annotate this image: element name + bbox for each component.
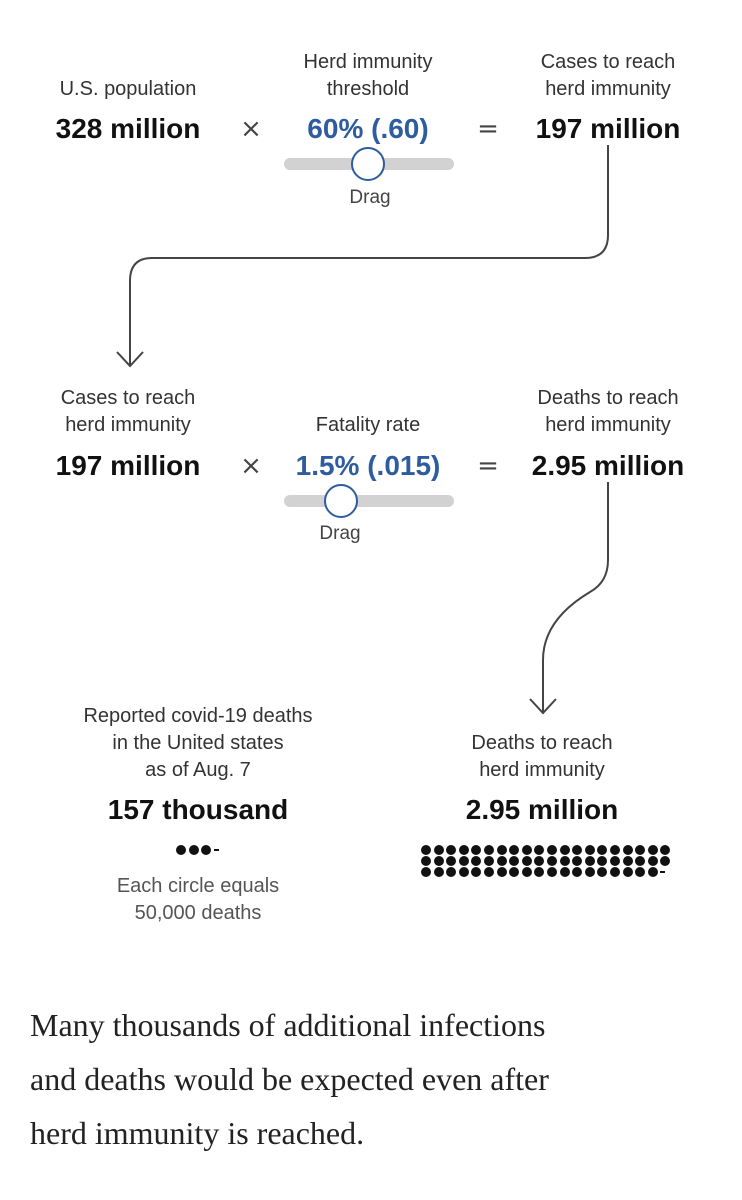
death-circle xyxy=(497,845,507,855)
death-circle xyxy=(497,867,507,877)
death-circle xyxy=(623,867,633,877)
body-line-1: Many thousands of additional infections xyxy=(30,1007,546,1043)
death-circle xyxy=(648,845,658,855)
death-circle xyxy=(660,845,670,855)
death-circle xyxy=(434,867,444,877)
death-circle xyxy=(585,845,595,855)
cases-label-line2: herd immunity xyxy=(545,78,671,100)
death-circle xyxy=(623,856,633,866)
death-circle xyxy=(572,867,582,877)
equals-symbol-2: = xyxy=(477,451,499,481)
reported-label-line3: as of Aug. 7 xyxy=(145,759,251,781)
death-circle xyxy=(522,867,532,877)
reported-label-line1: Reported covid-19 deaths xyxy=(83,705,313,727)
death-circle xyxy=(597,856,607,866)
death-circle xyxy=(572,856,582,866)
death-circle xyxy=(560,867,570,877)
death-circle xyxy=(635,856,645,866)
death-circle xyxy=(572,845,582,855)
herd-deaths-label-line2: herd immunity xyxy=(479,759,605,781)
deaths-label-line2: herd immunity xyxy=(545,414,671,436)
death-circle xyxy=(176,845,186,855)
multiply-symbol-1: × xyxy=(240,114,262,144)
death-circle xyxy=(446,867,456,877)
herd-deaths-label-line1: Deaths to reach xyxy=(471,732,613,754)
death-circle xyxy=(547,867,557,877)
cases-value: 197 million xyxy=(535,113,681,144)
death-circle xyxy=(648,856,658,866)
death-circle xyxy=(560,845,570,855)
population-label: U.S. population xyxy=(59,78,197,100)
death-circle xyxy=(421,867,431,877)
death-circle xyxy=(610,867,620,877)
circle-row xyxy=(421,866,673,877)
death-circle xyxy=(522,856,532,866)
death-circle xyxy=(497,856,507,866)
deaths-label-line1: Deaths to reach xyxy=(537,387,679,409)
death-circle xyxy=(560,856,570,866)
multiply-symbol-2: × xyxy=(240,451,262,481)
legend-line1: Each circle equals xyxy=(116,875,280,897)
death-circle xyxy=(201,845,211,855)
circle-row xyxy=(176,844,219,855)
cases-label-line1: Cases to reach xyxy=(540,51,676,73)
threshold-label-line2: threshold xyxy=(326,78,410,100)
death-circle xyxy=(509,856,519,866)
population-value: 328 million xyxy=(55,113,201,144)
death-circle xyxy=(484,845,494,855)
threshold-value: 60% (.60) xyxy=(307,113,429,144)
death-circle xyxy=(509,845,519,855)
drag-hint-2: Drag xyxy=(319,523,361,544)
death-circle xyxy=(189,845,199,855)
death-circle xyxy=(610,856,620,866)
body-line-2: and deaths would be expected even after xyxy=(30,1061,549,1097)
death-circle xyxy=(446,845,456,855)
death-circle xyxy=(597,845,607,855)
death-circle xyxy=(610,845,620,855)
death-circle xyxy=(534,856,544,866)
circle-row xyxy=(421,844,673,855)
fatality-value: 1.5% (.015) xyxy=(295,450,441,481)
death-circle xyxy=(585,867,595,877)
death-circle xyxy=(635,845,645,855)
death-circle xyxy=(522,845,532,855)
body-paragraph xyxy=(30,998,720,1160)
death-circle xyxy=(484,856,494,866)
death-circle xyxy=(585,856,595,866)
death-circle xyxy=(635,867,645,877)
death-circle xyxy=(484,867,494,877)
death-circle xyxy=(421,845,431,855)
death-circle xyxy=(547,856,557,866)
death-circle xyxy=(623,845,633,855)
circle-row xyxy=(421,855,673,866)
herd-deaths-value: 2.95 million xyxy=(465,794,619,825)
death-circle xyxy=(471,856,481,866)
herd-circles xyxy=(421,844,673,877)
death-circle xyxy=(471,867,481,877)
death-circle xyxy=(597,867,607,877)
partial-circle xyxy=(214,849,219,851)
fatality-label: Fatality rate xyxy=(315,414,421,436)
death-circle xyxy=(459,856,469,866)
death-circle xyxy=(660,856,670,866)
death-circle xyxy=(547,845,557,855)
death-circle xyxy=(648,867,658,877)
legend-line2: 50,000 deaths xyxy=(134,902,262,924)
cases-label2-line1: Cases to reach xyxy=(60,387,196,409)
death-circle xyxy=(534,845,544,855)
death-circle xyxy=(434,845,444,855)
death-circle xyxy=(459,867,469,877)
body-line-3: herd immunity is reached. xyxy=(30,1115,365,1151)
reported-label-line2: in the United states xyxy=(112,732,284,754)
death-circle xyxy=(459,845,469,855)
death-circle xyxy=(471,845,481,855)
death-circle xyxy=(421,856,431,866)
death-circle xyxy=(534,867,544,877)
death-circle xyxy=(446,856,456,866)
reported-circles xyxy=(176,844,219,855)
reported-value: 157 thousand xyxy=(107,794,289,825)
deaths-value: 2.95 million xyxy=(531,450,685,481)
death-circle xyxy=(434,856,444,866)
equals-symbol-1: = xyxy=(477,114,499,144)
cases-value-2: 197 million xyxy=(55,450,201,481)
threshold-label-line1: Herd immunity xyxy=(303,51,433,73)
partial-circle xyxy=(660,871,665,873)
drag-hint-1: Drag xyxy=(349,187,391,208)
death-circle xyxy=(509,867,519,877)
cases-label2-line2: herd immunity xyxy=(65,414,191,436)
